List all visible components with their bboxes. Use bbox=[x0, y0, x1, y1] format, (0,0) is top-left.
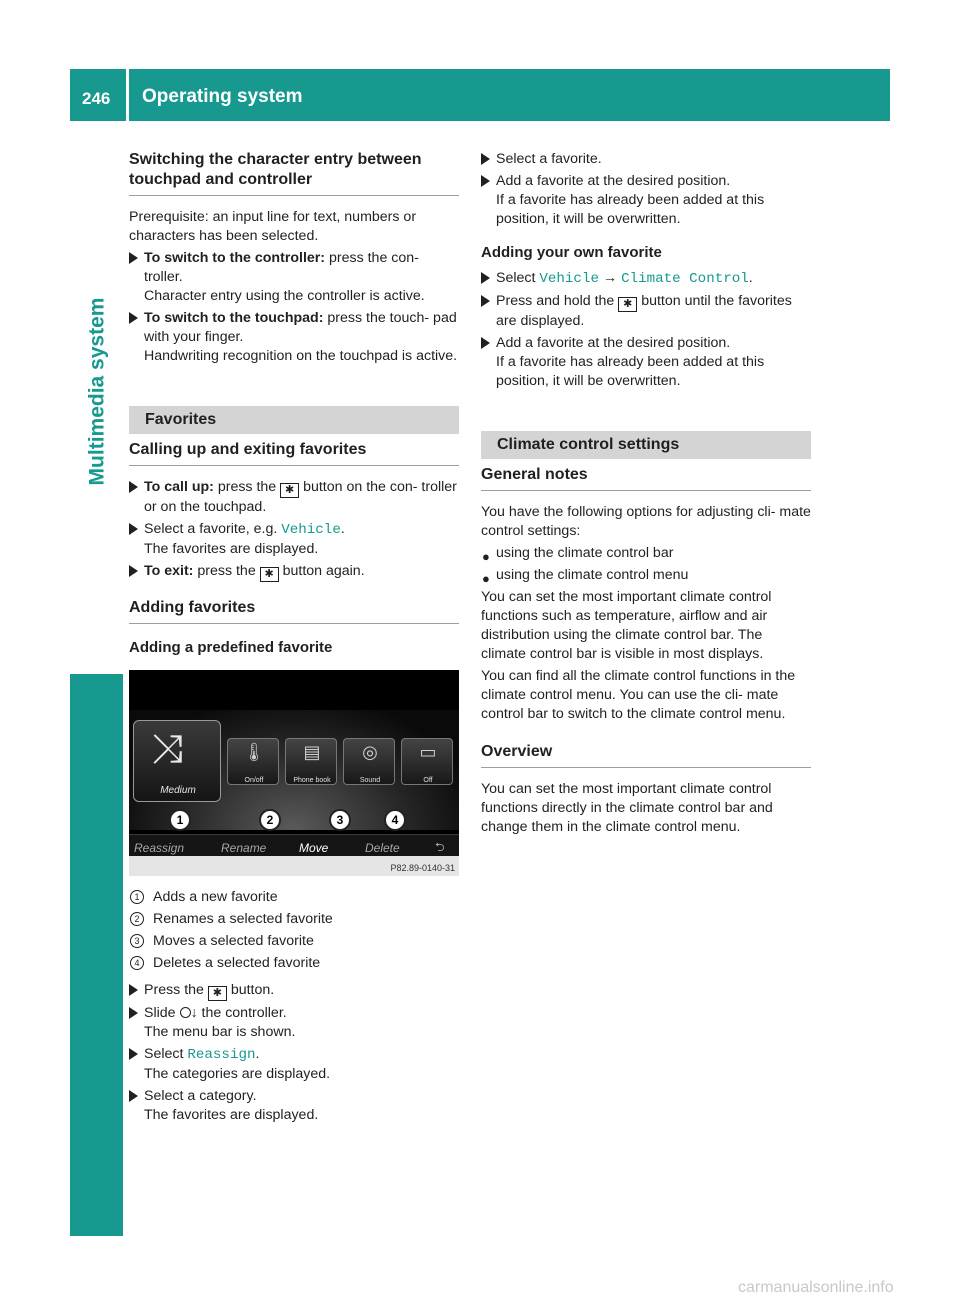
big-favorite-tile: ⤨ Medium bbox=[133, 720, 221, 802]
step-add-own-favorite: Add a favorite at the desired position. If a favorite has already been added at this position, it will be overwritten. bbox=[481, 334, 811, 391]
step-press-hold: Press and hold the ✱ button until the favorites are displayed. bbox=[481, 292, 811, 331]
screenshot-menu-bar bbox=[129, 834, 459, 856]
step-arrow-icon bbox=[129, 565, 138, 577]
step-arrow-icon bbox=[129, 1090, 138, 1102]
bullet-icon: ● bbox=[482, 549, 490, 564]
step-arrow-icon bbox=[481, 175, 490, 187]
step-arrow-icon bbox=[129, 523, 138, 535]
chapter-label: Multimedia system bbox=[85, 297, 108, 485]
heading-own-favorite: Adding your own favorite bbox=[481, 244, 662, 261]
step-call-up: To call up: press the ✱ button on the con- troller or on the touchpad. bbox=[129, 478, 459, 517]
page-number: 246 bbox=[82, 89, 111, 108]
step-arrow-icon bbox=[129, 1007, 138, 1019]
step-press-key: Press the ✱ button. bbox=[129, 981, 459, 1001]
chapter-sidebar bbox=[70, 121, 123, 1236]
menu-delete: Delete bbox=[365, 841, 400, 855]
menu-reassign: Reassign bbox=[134, 841, 185, 855]
image-code: P82.89-0140-31 bbox=[390, 863, 455, 873]
page-title: Operating system bbox=[142, 86, 303, 107]
favorites-key-icon: ✱ bbox=[260, 567, 279, 582]
list-item: ● using the climate control menu bbox=[482, 567, 689, 586]
watermark: carmanualsonline.info bbox=[738, 1279, 894, 1296]
sound-icon: ◎ bbox=[362, 742, 378, 762]
tile-onoff: 🌡 On/off bbox=[227, 738, 279, 785]
step-select-favorite: Select a favorite, e.g. Vehicle. The favorites are displayed. bbox=[129, 520, 459, 559]
step-arrow-icon bbox=[129, 481, 138, 493]
step-arrow-icon bbox=[481, 153, 490, 165]
heading-overview: Overview bbox=[481, 742, 811, 768]
step-select-reassign: Select Reassign. The categories are displayed. bbox=[129, 1045, 459, 1084]
page-header bbox=[70, 69, 890, 121]
header-divider bbox=[126, 69, 129, 121]
callout-4: 4 bbox=[384, 809, 406, 831]
tile-off: ▭ Off bbox=[401, 738, 453, 785]
prerequisite-text: Prerequisite: an input line for text, numbers or characters has been selected. bbox=[129, 209, 417, 244]
thermometer-icon: 🌡 bbox=[242, 742, 266, 762]
step-switch-controller: To switch to the controller: press the con- troller. Character entry using the controller is active. bbox=[129, 249, 459, 306]
section-bar-favorites: Favorites bbox=[129, 406, 459, 434]
step-select-a-favorite: Select a favorite. bbox=[481, 150, 811, 169]
step-arrow-icon bbox=[129, 984, 138, 996]
callout-3: 3 bbox=[329, 809, 351, 831]
favorites-key-icon: ✱ bbox=[280, 483, 299, 498]
general-paragraph-1: You can set the most important climate control functions such as temperature, airflow and air distribution using the climate control bar. The climate control bar is visible in most displays. bbox=[481, 589, 772, 662]
slide-down-icon: ↓ bbox=[190, 1005, 198, 1021]
phonebook-icon: ▤ bbox=[303, 742, 321, 762]
subheading-predefined: Adding a predefined favorite bbox=[129, 639, 333, 656]
legend-item: 2 Renames a selected favorite bbox=[129, 910, 459, 929]
step-arrow-icon bbox=[481, 272, 490, 284]
favorites-key-icon: ✱ bbox=[208, 986, 227, 1001]
overview-paragraph: You can set the most important climate control functions directly in the climate control bar and change them in the climate control menu. bbox=[481, 781, 773, 835]
step-exit: To exit: press the ✱ button again. bbox=[129, 562, 459, 582]
step-arrow-icon bbox=[481, 337, 490, 349]
callout-2: 2 bbox=[259, 809, 281, 831]
callout-1: 1 bbox=[169, 809, 191, 831]
step-select-vehicle-climate: Select Vehicle → Climate Control. bbox=[481, 269, 811, 289]
list-item: ● using the climate control bar bbox=[482, 545, 674, 564]
favorites-key-icon: ✱ bbox=[618, 297, 637, 312]
legend-item: 3 Moves a selected favorite bbox=[129, 932, 459, 951]
heading-general-notes: General notes bbox=[481, 465, 811, 491]
menu-rename: Rename bbox=[221, 841, 267, 855]
legend-item: 4 Deletes a selected favorite bbox=[129, 954, 459, 973]
heading-calling: Calling up and exiting favorites bbox=[129, 440, 459, 466]
left-column bbox=[129, 150, 459, 1128]
chapter-tab bbox=[70, 674, 123, 1236]
heading-switching: Switching the character entry between touchpad and controller bbox=[129, 150, 459, 196]
favorites-screenshot bbox=[129, 670, 459, 876]
shuffle-icon: ⤨ bbox=[151, 727, 183, 771]
section-bar-climate: Climate control settings bbox=[481, 431, 811, 459]
right-column bbox=[481, 150, 811, 840]
step-add-favorite: Add a favorite at the desired position. If a favorite has already been added at this position, it will be overwritten. bbox=[481, 172, 811, 229]
general-paragraph-2: You can find all the climate control functions in the climate control menu. You can use the cli- mate control bar to switch to the climate control menu. bbox=[481, 668, 796, 722]
step-switch-touchpad: To switch to the touchpad: press the touch- pad with your finger. Handwriting recognition on the touchpad is active. bbox=[129, 309, 459, 366]
step-arrow-icon bbox=[481, 295, 490, 307]
display-off-icon: ▭ bbox=[419, 742, 437, 762]
step-slide-controller: Slide ↓ the controller. The menu bar is shown. bbox=[129, 1004, 459, 1042]
step-arrow-icon bbox=[129, 252, 138, 264]
step-arrow-icon bbox=[129, 1048, 138, 1060]
legend-item: 1 Adds a new favorite bbox=[129, 888, 459, 907]
tile-sound: ◎ Sound bbox=[343, 738, 395, 785]
controller-icon bbox=[180, 1007, 191, 1018]
general-intro: You have the following options for adjusting cli- mate control settings: bbox=[481, 504, 811, 539]
step-select-category: Select a category. The favorites are displayed. bbox=[129, 1087, 459, 1125]
step-arrow-icon bbox=[129, 312, 138, 324]
bullet-icon: ● bbox=[482, 571, 490, 586]
tile-phonebook: ▤ Phone book bbox=[285, 738, 337, 785]
heading-adding: Adding favorites bbox=[129, 598, 459, 624]
menu-move: Move bbox=[299, 839, 328, 859]
back-icon: ⮌ bbox=[435, 840, 445, 854]
